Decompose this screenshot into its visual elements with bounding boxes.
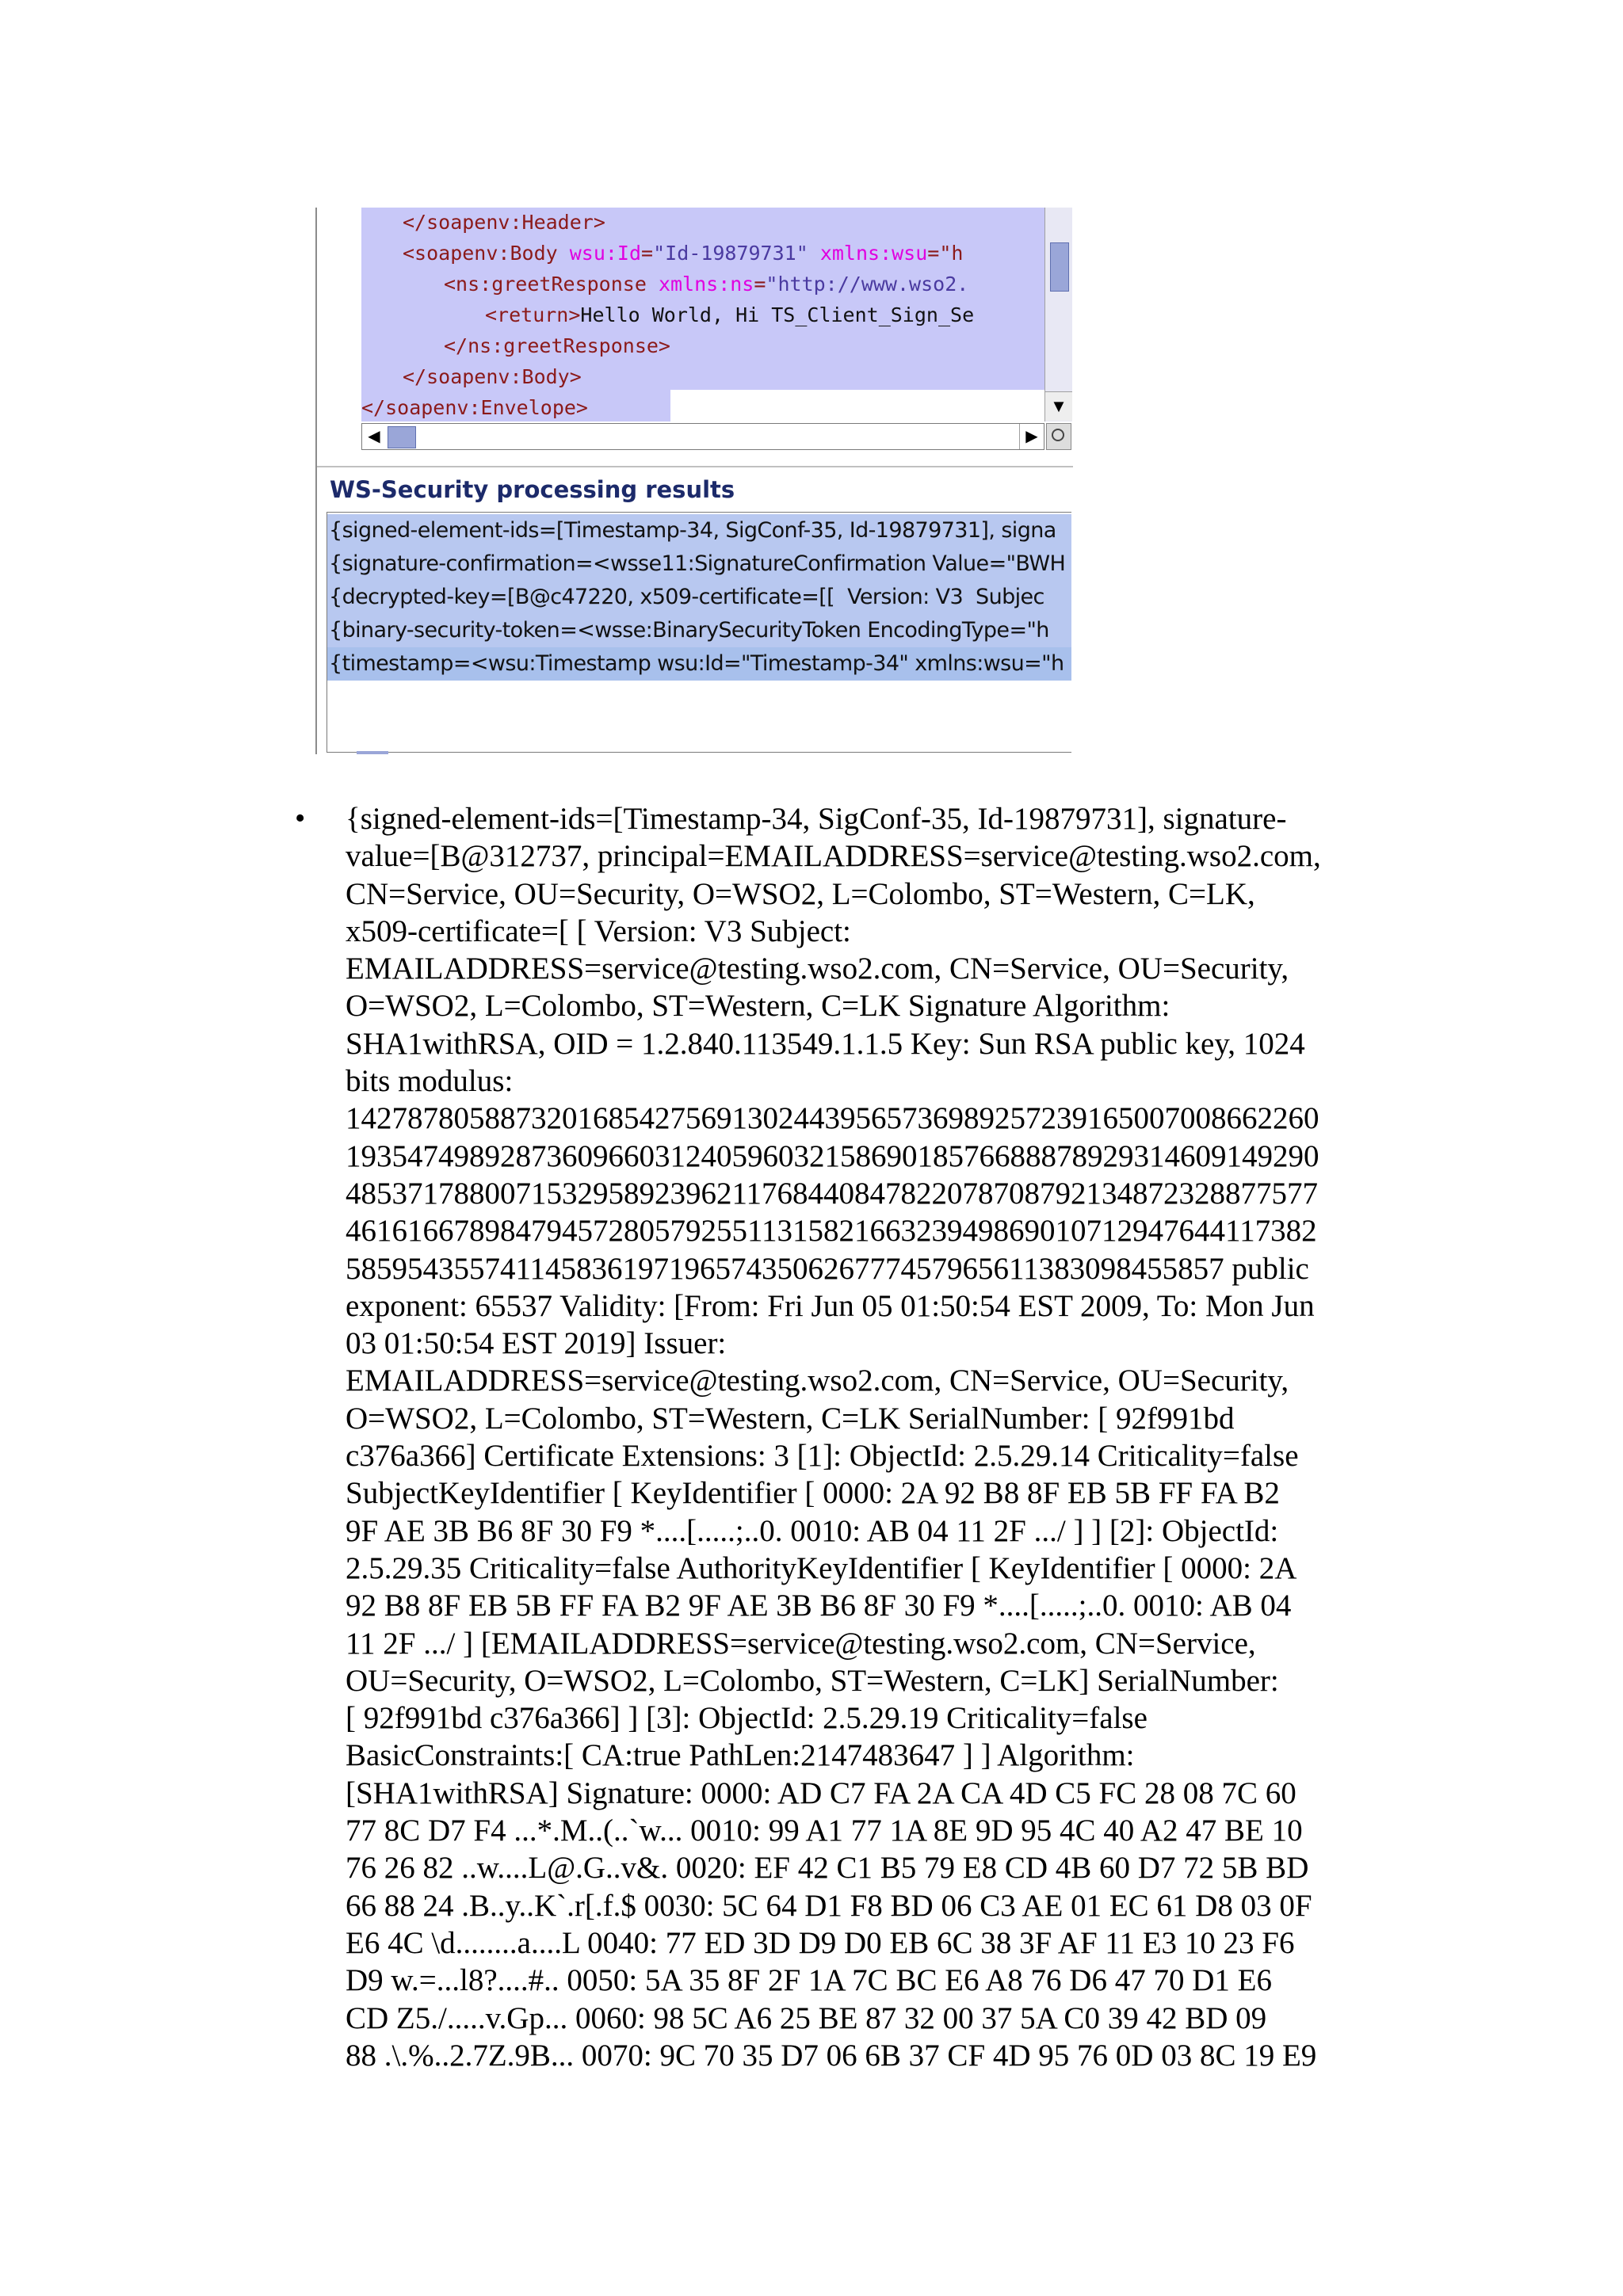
text-line: O=WSO2, L=Colombo, ST=Western, C=LK Signature Algorithm: xyxy=(346,989,1170,1024)
xml-token: xmlns:ns xyxy=(658,273,754,296)
xml-token: ="h xyxy=(927,242,964,265)
text-line: bits modulus: xyxy=(346,1064,514,1099)
vertical-scrollbar[interactable] xyxy=(1044,208,1072,421)
horizontal-scroll-thumb[interactable] xyxy=(388,426,416,448)
text-line: 461616678984794572805792551131582166323949869010712947644117382 xyxy=(346,1214,1317,1249)
xml-token: </soapenv:Header> xyxy=(403,211,605,234)
xml-token: </soapenv:Body> xyxy=(403,365,582,388)
text-line: D9 w.=...l8?....#.. 0050: 5A 35 8F 2F 1A 7C BC E6 A8 76 D6 47 70 D1 E6 xyxy=(346,1963,1272,1998)
text-line: value=[B@312737, principal=EMAILADDRESS=service@testing.wso2.com, xyxy=(346,839,1321,874)
xml-token: </soapenv:Envelope> xyxy=(361,396,588,419)
text-line: 88 .\.%..2.7Z.9B... 0070: 9C 70 35 D7 06 6B 37 CF 4D 95 76 0D 03 8C 19 E9 xyxy=(346,2038,1317,2073)
bullet-list xyxy=(295,800,1404,2074)
xml-editor-caret-area[interactable] xyxy=(670,390,1044,421)
text-line: SHA1withRSA, OID = 1.2.840.113549.1.1.5 Key: Sun RSA public key, 1024 xyxy=(346,1026,1305,1061)
text-line: exponent: 65537 Validity: [From: Fri Jun 05 01:50:54 EST 2009, To: Mon Jun xyxy=(346,1288,1315,1323)
result-row[interactable]: {signed-element-ids=[Timestamp-34, SigConf-35, Id-19879731], signa xyxy=(327,514,1071,547)
xml-token: xmlns:wsu xyxy=(819,242,928,265)
horizontal-scrollbar[interactable] xyxy=(361,423,1044,450)
text-line: 03 01:50:54 EST 2019] Issuer: xyxy=(346,1326,727,1361)
list-item xyxy=(295,800,1404,2074)
zoom-corner-button[interactable] xyxy=(1046,423,1071,450)
text-line: SubjectKeyIdentifier [ KeyIdentifier [ 0000: 2A 92 B8 8F EB 5B FF FA B2 xyxy=(346,1476,1280,1511)
text-line: 9F AE 3B B6 8F 30 F9 *....[.....;..0. 0010: AB 04 11 2F .../ ] ] [2]: ObjectId: xyxy=(346,1513,1279,1548)
xml-token: wsu:Id xyxy=(569,242,642,265)
text-line: O=WSO2, L=Colombo, ST=Western, C=LK SerialNumber: [ 92f991bd xyxy=(346,1401,1235,1436)
text-line: 92 B8 8F EB 5B FF FA B2 9F AE 3B B6 8F 30 F9 *....[.....;..0. 0010: AB 04 xyxy=(346,1589,1292,1623)
text-line: 142787805887320168542756913024439565736989257239165007008662260 xyxy=(346,1101,1319,1136)
scroll-down-arrow-icon[interactable]: ▼ xyxy=(1045,391,1072,421)
text-line: c376a366] Certificate Extensions: 3 [1]: ObjectId: 2.5.29.14 Criticality=false xyxy=(346,1439,1299,1474)
xml-line xyxy=(403,208,605,238)
result-row[interactable]: {signature-confirmation=<wsse11:SignatureConfirmation Value="BWH xyxy=(327,547,1071,581)
text-line: [SHA1withRSA] Signature: 0000: AD C7 FA 2A CA 4D C5 FC 28 08 7C 60 xyxy=(346,1775,1296,1810)
text-line: x509-certificate=[ [ Version: V3 Subject: xyxy=(346,913,851,948)
results-scroll-stub xyxy=(357,751,388,754)
text-line: 66 88 24 .B..y..K`.r[.f.$ 0030: 5C 64 D1 F8 BD 06 C3 AE 01 EC 61 D8 03 0F xyxy=(346,1888,1312,1923)
xml-token: = xyxy=(754,273,766,296)
text-line: EMAILADDRESS=service@testing.wso2.com, CN=Service, OU=Security, xyxy=(346,1363,1289,1398)
scroll-left-arrow-icon[interactable]: ◀ xyxy=(368,428,380,445)
text-line: 485371788007153295892396211768440847822078708792134872328877577 xyxy=(346,1176,1319,1211)
xml-token: </ns:greetResponse> xyxy=(444,334,670,357)
result-row[interactable]: {binary-security-token=<wsse:BinarySecurityToken EncodingType="h xyxy=(327,614,1071,647)
text-line: 193547498928736096603124059603215869018576688878929314609149290 xyxy=(346,1138,1319,1173)
xml-token: <soapenv:Body xyxy=(403,242,570,265)
xml-token: = xyxy=(641,242,654,265)
text-line: 585954355741145836197196574350626777457965611383098455857 public xyxy=(346,1251,1309,1286)
text-line: BasicConstraints:[ CA:true PathLen:2147483647 ] ] Algorithm: xyxy=(346,1738,1135,1773)
ws-security-results-list[interactable] xyxy=(327,512,1071,753)
ws-security-results-title: WS-Security processing results xyxy=(330,476,735,503)
xml-token: <ns:greetResponse xyxy=(444,273,659,296)
xml-line xyxy=(485,300,974,330)
text-line: E6 4C \d........a....L 0040: 77 ED 3D D9 D0 EB 6C 38 3F AF 11 E3 10 23 F6 xyxy=(346,1925,1295,1960)
text-line: EMAILADDRESS=service@testing.wso2.com, CN=Service, OU=Security, xyxy=(346,952,1289,986)
vertical-scroll-thumb[interactable] xyxy=(1050,242,1069,292)
xml-line xyxy=(444,269,968,299)
embedded-screenshot xyxy=(315,208,1073,754)
text-line: 2.5.29.35 Criticality=false AuthorityKeyIdentifier [ KeyIdentifier [ 0000: 2A xyxy=(346,1550,1297,1585)
soap-xml-pane xyxy=(361,208,1044,421)
bullet-icon: • xyxy=(295,802,306,835)
text-line: {signed-element-ids=[Timestamp-34, SigConf-35, Id-19879731], signature- xyxy=(346,802,1287,836)
text-line: CD Z5./.....v.Gp... 0060: 98 5C A6 25 BE 87 32 00 37 5A C0 39 42 BD 09 xyxy=(346,2000,1267,2035)
magnifier-icon xyxy=(1052,429,1064,441)
result-row[interactable]: {decrypted-key=[B@c47220, x509-certificate=[[ Version: V3 Subjec xyxy=(327,581,1071,614)
xml-line xyxy=(361,393,588,421)
text-line: 76 26 82 ..w....L@.G..v&. 0020: EF 42 C1 B5 79 E8 CD 4B 60 D7 72 5B BD xyxy=(346,1851,1309,1886)
panel-divider xyxy=(317,466,1073,467)
xml-line xyxy=(403,362,582,392)
xml-token: "Id-19879731" xyxy=(653,242,820,265)
text-line: CN=Service, OU=Security, O=WSO2, L=Colombo, ST=Western, C=LK, xyxy=(346,876,1255,911)
xml-token: Hello World, Hi TS_Client_Sign_Se xyxy=(580,303,975,326)
xml-line xyxy=(444,331,670,361)
scroll-right-arrow-icon[interactable]: ▶ xyxy=(1019,424,1044,449)
xml-token: "http://www.wso2. xyxy=(766,273,969,296)
result-row[interactable]: {timestamp=<wsu:Timestamp wsu:Id="Timestamp-34" xmlns:wsu="h xyxy=(327,647,1071,681)
bullet-text xyxy=(346,800,1404,2074)
text-line: 11 2F .../ ] [EMAILADDRESS=service@testing.wso2.com, CN=Service, xyxy=(346,1626,1256,1661)
text-line: 77 8C D7 F4 ...*.M..(..`w... 0010: 99 A1 77 1A 8E 9D 95 4C 40 A2 47 BE 10 xyxy=(346,1814,1303,1848)
xml-line xyxy=(403,238,963,269)
text-line: [ 92f991bd c376a366] ] [3]: ObjectId: 2.5.29.19 Criticality=false xyxy=(346,1701,1148,1736)
text-line: OU=Security, O=WSO2, L=Colombo, ST=Western, C=LK] SerialNumber: xyxy=(346,1663,1279,1698)
xml-token: <return> xyxy=(485,303,581,326)
